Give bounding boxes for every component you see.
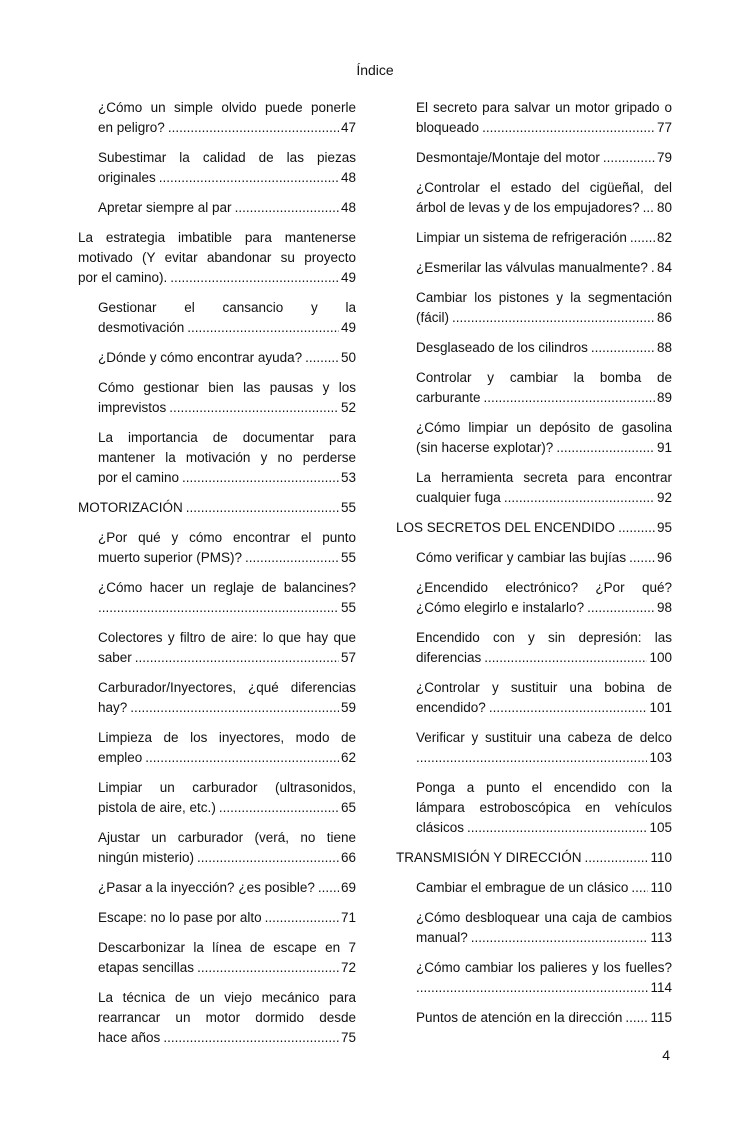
dot-leader <box>482 118 655 138</box>
toc-entry-line: Limpieza de los inyectores, modo de <box>98 730 356 745</box>
toc-entry-line: ¿Por qué y cómo encontrar el punto <box>98 530 356 545</box>
toc-page-number: 48 <box>340 170 356 185</box>
dot-leader <box>186 498 339 518</box>
toc-page-number: 88 <box>656 340 672 355</box>
dot-leader <box>556 438 655 458</box>
toc-entry-line: Verificar y sustituir una cabeza de delco <box>416 730 672 745</box>
toc-subsection-entry[interactable] <box>78 728 356 768</box>
toc-page-number: 75 <box>340 1030 356 1045</box>
dot-leader <box>318 878 339 898</box>
toc-page-number: 103 <box>649 750 672 765</box>
toc-subsection-entry[interactable] <box>396 1008 672 1028</box>
toc-subsection-entry[interactable] <box>396 908 672 948</box>
toc-entry-title: etapas sencillas <box>98 960 195 975</box>
toc-page-number: 89 <box>656 390 672 405</box>
dot-leader <box>235 198 339 218</box>
dot-leader <box>484 648 647 668</box>
toc-page-number: 91 <box>656 440 672 455</box>
dot-leader <box>197 958 339 978</box>
toc-entry-line: Ponga a punto el encendido con la <box>416 780 672 795</box>
toc-entry-title: (sin hacerse explotar)? <box>416 440 554 455</box>
toc-entry-title: LOS SECRETOS DEL ENCENDIDO <box>396 520 616 535</box>
toc-page-number: 62 <box>340 750 356 765</box>
toc-entry-title: originales <box>98 170 156 185</box>
toc-entry-line: Limpiar un carburador (ultrasonidos, <box>98 780 356 795</box>
toc-subsection-entry[interactable] <box>396 778 672 838</box>
toc-right-column <box>396 98 672 1038</box>
toc-entry-line: ¿Controlar y sustituir una bobina de <box>416 680 672 695</box>
toc-page-number: 100 <box>649 650 672 665</box>
toc-entry-title: Limpiar un sistema de refrigeración <box>416 230 627 245</box>
dot-leader <box>168 118 339 138</box>
toc-entry-line: ¿Cómo un simple olvido puede ponerle <box>98 100 356 115</box>
toc-entry-title: hace años <box>98 1030 161 1045</box>
toc-page-number: 82 <box>656 230 672 245</box>
toc-entry-title: ¿Cómo elegirlo e instalarlo? <box>416 600 585 615</box>
dot-leader <box>265 908 339 928</box>
toc-entry-line: Descarbonizar la línea de escape en 7 <box>98 940 356 955</box>
toc-entry-line: ¿Cómo cambiar los palieres y los fuelles? <box>416 960 672 975</box>
toc-entry-line: La técnica de un viejo mecánico para <box>98 990 356 1005</box>
toc-entry-title: ¿Esmerilar las válvulas manualmente? <box>416 260 648 275</box>
toc-entry-title: hay? <box>98 700 128 715</box>
dot-leader <box>471 928 649 948</box>
toc-entry-line: La estrategia imbatible para mantenerse <box>78 230 356 245</box>
dot-leader <box>145 748 339 768</box>
toc-page-number: 92 <box>656 490 672 505</box>
toc-subsection-entry[interactable] <box>78 148 356 188</box>
toc-section-entry[interactable] <box>396 848 672 868</box>
toc-entry-line: La importancia de documentar para <box>98 430 356 445</box>
toc-entry-title: clásicos <box>416 820 465 835</box>
toc-subsection-entry[interactable] <box>78 878 356 898</box>
toc-page-number: 110 <box>650 850 672 865</box>
dot-leader <box>504 488 655 508</box>
toc-subsection-entry[interactable] <box>396 578 672 618</box>
toc-subsection-entry[interactable] <box>396 98 672 138</box>
toc-entry-title: empleo <box>98 750 143 765</box>
toc-subsection-entry[interactable] <box>78 528 356 568</box>
toc-entry-title: MOTORIZACIÓN <box>78 500 183 515</box>
toc-subsection-entry[interactable] <box>78 988 356 1048</box>
toc-subsection-entry[interactable] <box>396 628 672 668</box>
dot-leader <box>245 548 339 568</box>
dot-leader <box>631 878 648 898</box>
dot-leader <box>416 748 647 768</box>
toc-subsection-entry[interactable] <box>78 678 356 718</box>
toc-page-number: 80 <box>656 200 672 215</box>
dot-leader <box>98 598 339 618</box>
toc-page-number: 47 <box>340 120 356 135</box>
dot-leader <box>163 1028 339 1048</box>
toc-entry-line: Carburador/Inyectores, ¿qué diferencias <box>98 680 356 695</box>
toc-page-number: 49 <box>340 270 356 285</box>
toc-page-number: 79 <box>656 150 672 165</box>
toc-entry-title: Desglaseado de los cilindros <box>416 340 588 355</box>
toc-entry-line: La herramienta secreta para encontrar <box>416 470 672 485</box>
toc-page-number: 69 <box>340 880 356 895</box>
toc-entry-line: El secreto para salvar un motor gripado o <box>416 100 672 115</box>
dot-leader <box>219 798 339 818</box>
toc-subsection-entry[interactable] <box>396 958 672 998</box>
toc-entry-title: ningún misterio) <box>98 850 195 865</box>
dot-leader <box>169 398 339 418</box>
dot-leader <box>489 698 648 718</box>
toc-page-number: 55 <box>340 500 356 515</box>
toc-subsection-entry[interactable] <box>396 338 672 358</box>
toc-entry-title: desmotivación <box>98 320 185 335</box>
toc-subsection-entry[interactable] <box>78 198 356 218</box>
toc-entry-title: Puntos de atención en la dirección <box>416 1010 623 1025</box>
toc-entry-line: motivado (Y evitar abandonar su proyecto <box>78 250 356 265</box>
toc-entry-line: ¿Cómo limpiar un depósito de gasolina <box>416 420 672 435</box>
toc-subsection-entry[interactable] <box>78 578 356 618</box>
toc-subsection-entry[interactable] <box>396 178 672 218</box>
toc-entry-line: Cambiar los pistones y la segmentación <box>416 290 672 305</box>
dot-leader <box>625 1008 648 1028</box>
toc-subsection-entry[interactable] <box>78 428 356 488</box>
toc-entry-title: bloqueado <box>416 120 480 135</box>
toc-entry-line: Encendido con y sin depresión: las <box>416 630 672 645</box>
toc-subsection-entry[interactable] <box>396 468 672 508</box>
toc-entry-title: Desmontaje/Montaje del motor <box>416 150 600 165</box>
dot-leader <box>197 848 339 868</box>
toc-subsection-entry[interactable] <box>396 148 672 168</box>
dot-leader <box>587 598 655 618</box>
toc-left-column <box>78 98 356 1058</box>
toc-subsection-entry[interactable] <box>396 418 672 458</box>
toc-subsection-entry[interactable] <box>396 228 672 248</box>
toc-subsection-entry[interactable] <box>78 778 356 818</box>
page-title: Índice <box>356 62 394 78</box>
toc-entry-title: ¿Dónde y cómo encontrar ayuda? <box>98 350 303 365</box>
toc-page-number: 48 <box>340 200 356 215</box>
toc-subsection-entry[interactable] <box>78 98 356 138</box>
toc-page-number: 55 <box>340 550 356 565</box>
toc-subsection-entry[interactable] <box>78 938 356 978</box>
toc-page-number: 115 <box>650 1010 672 1025</box>
toc-entry-title: por el camino <box>98 470 180 485</box>
dot-leader <box>585 848 649 868</box>
dot-leader <box>467 818 647 838</box>
dot-leader <box>305 348 339 368</box>
dot-leader <box>416 978 648 998</box>
dot-leader <box>591 338 655 358</box>
toc-page-number: 113 <box>650 930 672 945</box>
dot-leader <box>159 168 339 188</box>
toc-subsection-entry[interactable] <box>78 298 356 338</box>
toc-page-number: 59 <box>340 700 356 715</box>
toc-page-number: 84 <box>656 260 672 275</box>
toc-entry-title: diferencias <box>416 650 482 665</box>
dot-leader <box>452 308 655 328</box>
dot-leader <box>603 148 655 168</box>
toc-page-number: 57 <box>340 650 356 665</box>
dot-leader <box>484 388 655 408</box>
page-number: 4 <box>662 1047 670 1063</box>
dot-leader <box>130 698 339 718</box>
toc-subsection-entry[interactable] <box>78 828 356 868</box>
toc-page-number: 96 <box>656 550 672 565</box>
toc-entry-line: ¿Cómo desbloquear una caja de cambios <box>416 910 672 925</box>
toc-entry-title: en peligro? <box>98 120 165 135</box>
toc-entry-line: Subestimar la calidad de las piezas <box>98 150 356 165</box>
toc-entry-line: Controlar y cambiar la bomba de <box>416 370 672 385</box>
toc-entry-title: ¿Pasar a la inyección? ¿es posible? <box>98 880 315 895</box>
toc-entry-title: imprevistos <box>98 400 167 415</box>
toc-page-number: 98 <box>656 600 672 615</box>
dot-leader <box>643 198 655 218</box>
toc-page-number: 86 <box>656 310 672 325</box>
toc-subsection-entry[interactable] <box>396 878 672 898</box>
toc-entry-title: pistola de aire, etc.) <box>98 800 216 815</box>
dot-leader <box>630 228 655 248</box>
toc-entry-line: Cómo gestionar bien las pausas y los <box>98 380 356 395</box>
dot-leader <box>135 648 339 668</box>
toc-entry-title: encendido? <box>416 700 486 715</box>
toc-entry-title: Apretar siempre al par <box>98 200 232 215</box>
toc-page-number: 52 <box>340 400 356 415</box>
toc-section-entry[interactable] <box>78 228 356 288</box>
toc-entry-line: ¿Cómo hacer un reglaje de balancines? <box>98 580 356 595</box>
toc-subsection-entry[interactable] <box>396 368 672 408</box>
toc-page-number: 105 <box>649 820 672 835</box>
toc-entry-line: mantener la motivación y no perderse <box>98 450 356 465</box>
toc-page-number: 71 <box>340 910 356 925</box>
dot-leader <box>170 268 339 288</box>
toc-entry-title: carburante <box>416 390 481 405</box>
toc-subsection-entry[interactable] <box>396 678 672 718</box>
toc-entry-title: árbol de levas y de los empujadores? <box>416 200 640 215</box>
toc-page-number: 55 <box>340 600 356 615</box>
toc-entry-line: rearrancar un motor dormido desde <box>98 1010 356 1025</box>
toc-entry-line: Ajustar un carburador (verá, no tiene <box>98 830 356 845</box>
dot-leader <box>629 548 655 568</box>
toc-entry-line: ¿Controlar el estado del cigüeñal, del <box>416 180 672 195</box>
toc-page-number: 77 <box>656 120 672 135</box>
toc-entry-title: manual? <box>416 930 468 945</box>
toc-page-number: 72 <box>340 960 356 975</box>
toc-page-number: 101 <box>649 700 672 715</box>
toc-subsection-entry[interactable] <box>396 548 672 568</box>
toc-page-number: 49 <box>340 320 356 335</box>
toc-entry-title: cualquier fuga <box>416 490 501 505</box>
toc-subsection-entry[interactable] <box>396 288 672 328</box>
toc-subsection-entry[interactable] <box>78 348 356 368</box>
toc-entry-line: Gestionar el cansancio y la <box>98 300 356 315</box>
dot-leader <box>618 518 655 538</box>
toc-subsection-entry[interactable] <box>78 908 356 928</box>
toc-section-entry[interactable] <box>78 498 356 518</box>
toc-page-number: 95 <box>656 520 672 535</box>
dot-leader <box>187 318 339 338</box>
toc-page-number: 50 <box>340 350 356 365</box>
toc-section-entry[interactable] <box>396 518 672 538</box>
toc-entry-title: saber <box>98 650 132 665</box>
toc-entry-line: ¿Encendido electrónico? ¿Por qué? <box>416 580 672 595</box>
toc-entry-title: muerto superior (PMS)? <box>98 550 243 565</box>
toc-subsection-entry[interactable] <box>78 628 356 668</box>
toc-entry-title: Cómo verificar y cambiar las bujías <box>416 550 627 565</box>
toc-page-number: 65 <box>340 800 356 815</box>
toc-subsection-entry[interactable] <box>78 378 356 418</box>
toc-entry-title: Escape: no lo pase por alto <box>98 910 262 925</box>
toc-entry-title: (fácil) <box>416 310 449 325</box>
dot-leader <box>651 258 655 278</box>
toc-page-number: 53 <box>340 470 356 485</box>
toc-entry-title: Cambiar el embrague de un clásico <box>416 880 629 895</box>
toc-entry-title: TRANSMISIÓN Y DIRECCIÓN <box>396 850 582 865</box>
toc-entry-line: Colectores y filtro de aire: lo que hay que <box>98 630 356 645</box>
dot-leader <box>182 468 339 488</box>
toc-entry-title: por el camino). <box>78 270 168 285</box>
toc-entry-line: lámpara estroboscópica en vehículos <box>416 800 672 815</box>
toc-page-number: 66 <box>340 850 356 865</box>
toc-subsection-entry[interactable] <box>396 258 672 278</box>
toc-page-number: 114 <box>650 980 672 995</box>
toc-page-number: 110 <box>650 880 672 895</box>
toc-subsection-entry[interactable] <box>396 728 672 768</box>
